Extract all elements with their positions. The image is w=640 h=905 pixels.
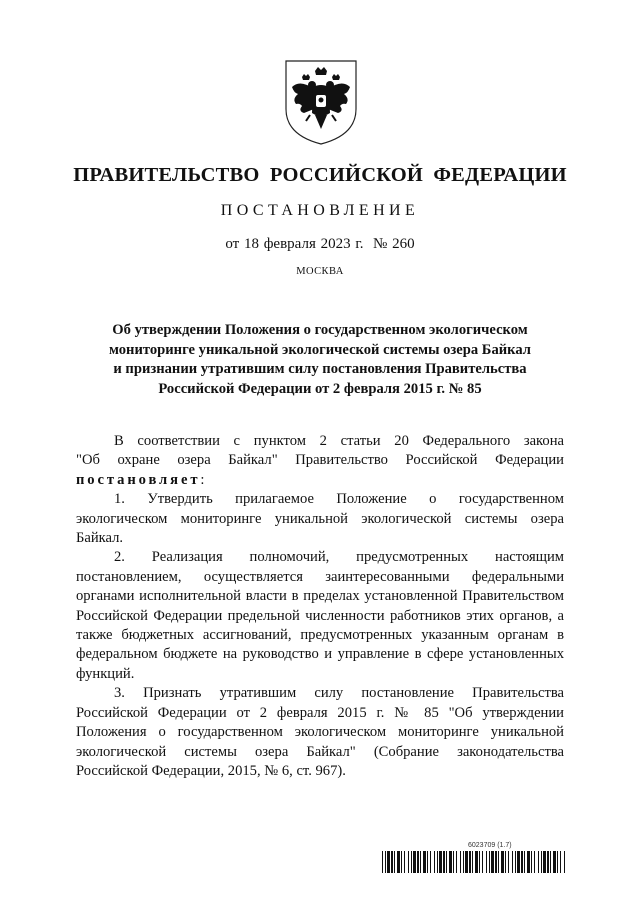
- barcode-number: 6023709 (1.7): [468, 842, 512, 849]
- document-date-number: от 18 февраля 2023 г. № 260: [225, 236, 415, 252]
- document-type: ПОСТАНОВЛЕНИЕ: [220, 202, 420, 219]
- barcode-icon: [382, 851, 566, 873]
- document-city: МОСКВА: [296, 266, 344, 277]
- decree-word: постановляет: [76, 471, 201, 488]
- government-name: ПРАВИТЕЛЬСТВО РОССИЙСКОЙ ФЕДЕРАЦИИ: [73, 164, 567, 186]
- preamble-paragraph: [76, 432, 564, 490]
- title-line: Российской Федерации от 2 февраля 2015 г. № 85: [158, 380, 482, 397]
- document-body: [76, 432, 564, 781]
- title-line: мониторинге уникальной экологической системы озера Байкал: [109, 341, 531, 358]
- item-paragraph: 3. Признать утратившим силу постановление Правительства Российской Федерации от 2 февраля 2015 г. № 85 "Об утверждении Положения о государственном экологическом мониторинге уникальной экологической системы озера Байкал" (Собрание законодательства Российской Федерации, 2015, № 6, ст. 967).: [76, 685, 564, 779]
- item-paragraph: 2. Реализация полномочий, предусмотренных настоящим постановлением, осуществляется заинтересованными федеральными органами исполнительной власти в пределах установленной Правительством Российской Федерации предельной численности работников этих органов, а также бюджетных ассигнований, предусмотренных указанным органам в федеральном бюджете на руководство и управление в сфере установленных функций.: [76, 549, 564, 682]
- document-title: [70, 321, 570, 399]
- preamble-text: В соответствии с пунктом 2 статьи 20 Федерального закона "Об охране озера Байкал" Правительство Российской Федерации: [76, 433, 564, 469]
- coat-of-arms-icon: [282, 57, 360, 147]
- title-line: и признании утратившим силу постановления Правительства: [113, 361, 527, 377]
- title-line: Об утверждении Положения о государственном экологическом: [112, 322, 528, 338]
- item-paragraph: 1. Утвердить прилагаемое Положение о государственном экологическом мониторинге уникальной экологической системы озера Байкал.: [76, 491, 564, 547]
- decree-colon: :: [200, 471, 205, 488]
